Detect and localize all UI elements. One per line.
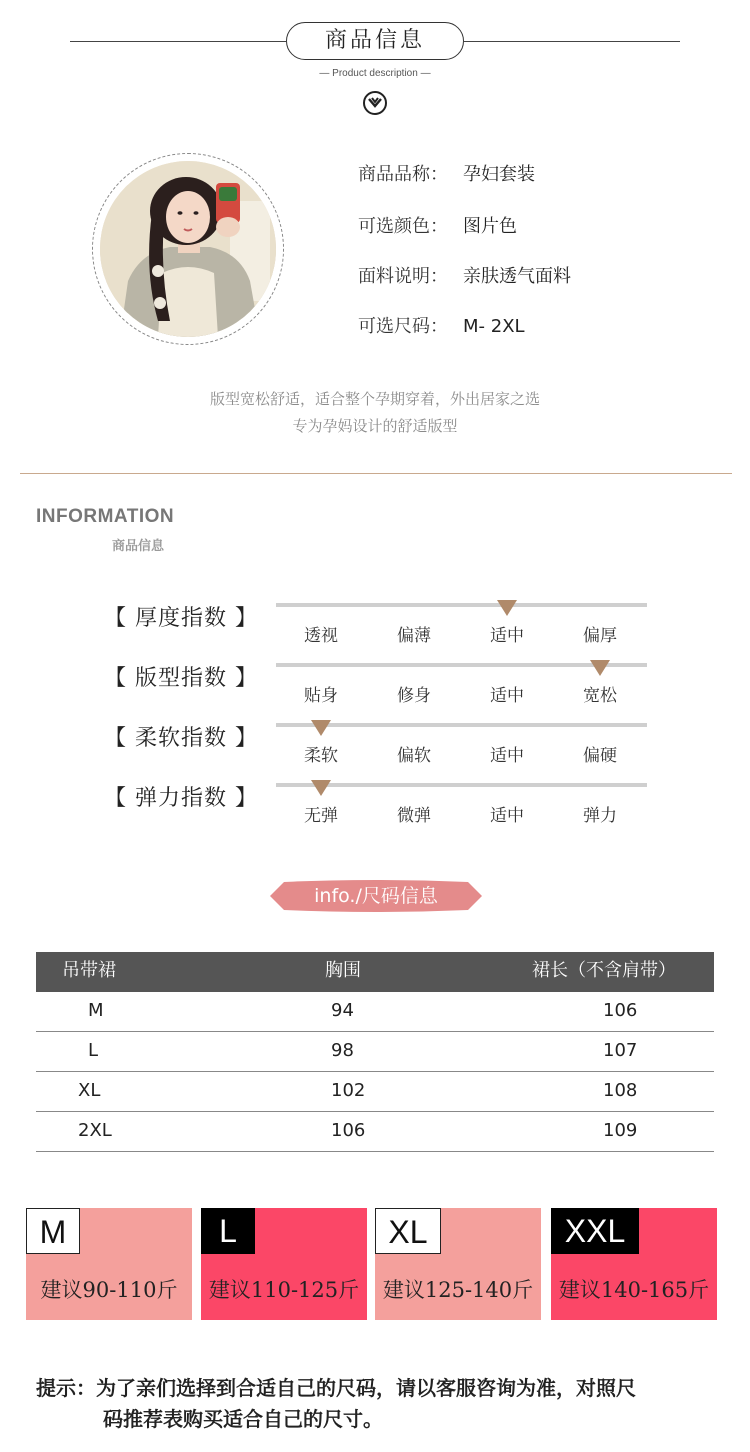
table-cell: 102 <box>331 1080 366 1101</box>
index-option: 偏硬 <box>583 746 617 766</box>
spec-size: 可选尺码： M- 2XL <box>358 316 525 337</box>
information-subtitle: 商品信息 <box>112 539 165 554</box>
table-cell: 106 <box>331 1120 366 1141</box>
index-bar <box>276 603 647 607</box>
size-card-recommendation: 建议140-165斤 <box>558 1278 710 1302</box>
product-photo <box>100 161 276 337</box>
index-option: 微弹 <box>397 806 431 826</box>
index-option: 偏厚 <box>583 626 617 646</box>
table-row <box>36 1072 714 1112</box>
size-card <box>375 1208 541 1320</box>
index-bar <box>276 783 647 787</box>
index-label: 【 柔软指数 】 <box>104 726 258 751</box>
header-line-left <box>70 41 286 42</box>
index-label: 【 弹力指数 】 <box>104 786 258 811</box>
index-option: 透视 <box>304 626 338 646</box>
spec-color: 可选颜色： 图片色 <box>358 216 517 237</box>
size-card-tag: XXL <box>551 1208 639 1254</box>
size-card <box>26 1208 192 1320</box>
index-option: 无弹 <box>304 806 338 826</box>
size-card <box>551 1208 717 1320</box>
index-label: 【 版型指数 】 <box>104 666 258 691</box>
information-title: INFORMATION <box>36 506 175 527</box>
description-line-1: 版型宽松舒适，适合整个孕期穿着，外出居家之选 <box>209 390 540 408</box>
size-card-recommendation: 建议90-110斤 <box>40 1278 178 1302</box>
table-cell: 108 <box>603 1080 638 1101</box>
table-row <box>36 1032 714 1072</box>
size-card-recommendation: 建议110-125斤 <box>208 1278 360 1302</box>
table-cell: L <box>88 1040 99 1061</box>
spec-name: 商品品称： 孕妇套装 <box>358 164 535 185</box>
spec-fabric: 面料说明： 亲肤透气面料 <box>358 266 571 287</box>
header-cell: 吊带裙 <box>62 960 116 981</box>
index-option: 适中 <box>490 806 524 826</box>
index-option: 柔软 <box>304 746 338 766</box>
page-subtitle: — Product description — <box>319 68 431 79</box>
size-card-tag: M <box>26 1208 80 1254</box>
index-marker <box>311 720 331 736</box>
page-title: 商品信息 <box>286 22 464 60</box>
table-cell: 2XL <box>78 1120 112 1141</box>
index-marker <box>590 660 610 676</box>
size-card-recommendation: 建议125-140斤 <box>382 1278 534 1302</box>
table-cell: 107 <box>603 1040 638 1061</box>
header-cell: 胸围 <box>325 960 361 981</box>
header-cell: 裙长（不含肩带） <box>532 960 676 981</box>
index-option: 偏薄 <box>397 626 431 646</box>
index-option: 适中 <box>490 686 524 706</box>
table-cell: XL <box>78 1080 101 1101</box>
table-cell: 94 <box>331 1000 354 1021</box>
index-option: 贴身 <box>304 686 338 706</box>
index-bar <box>276 723 647 727</box>
size-tip-line-1: 提示：为了亲们选择到合适自己的尺码，请以客服咨询为准，对照尺 <box>36 1376 636 1400</box>
size-card-tag: L <box>201 1208 255 1254</box>
size-card-tag: XL <box>375 1208 441 1254</box>
index-marker <box>311 780 331 796</box>
table-cell: M <box>88 1000 104 1021</box>
index-label: 【 厚度指数 】 <box>104 606 258 631</box>
size-info-banner-label: info./尺码信息 <box>314 885 438 907</box>
index-option: 修身 <box>397 686 431 706</box>
table-cell: 109 <box>603 1120 638 1141</box>
chevron-down-icon <box>363 91 387 115</box>
description-line-2: 专为孕妈设计的舒适版型 <box>292 417 458 435</box>
table-cell: 106 <box>603 1000 638 1021</box>
size-tip-line-2: 码推荐表购买适合自己的尺寸。 <box>103 1407 383 1431</box>
index-marker <box>497 600 517 616</box>
size-table-header <box>36 952 714 992</box>
index-option: 适中 <box>490 746 524 766</box>
table-cell: 98 <box>331 1040 354 1061</box>
index-option: 偏软 <box>397 746 431 766</box>
section-divider <box>20 473 732 474</box>
index-option: 弹力 <box>583 806 617 826</box>
index-option: 宽松 <box>583 686 617 706</box>
index-option: 适中 <box>490 626 524 646</box>
header-line-right <box>464 41 680 42</box>
table-row <box>36 992 714 1032</box>
table-row <box>36 1112 714 1152</box>
size-card <box>201 1208 367 1320</box>
